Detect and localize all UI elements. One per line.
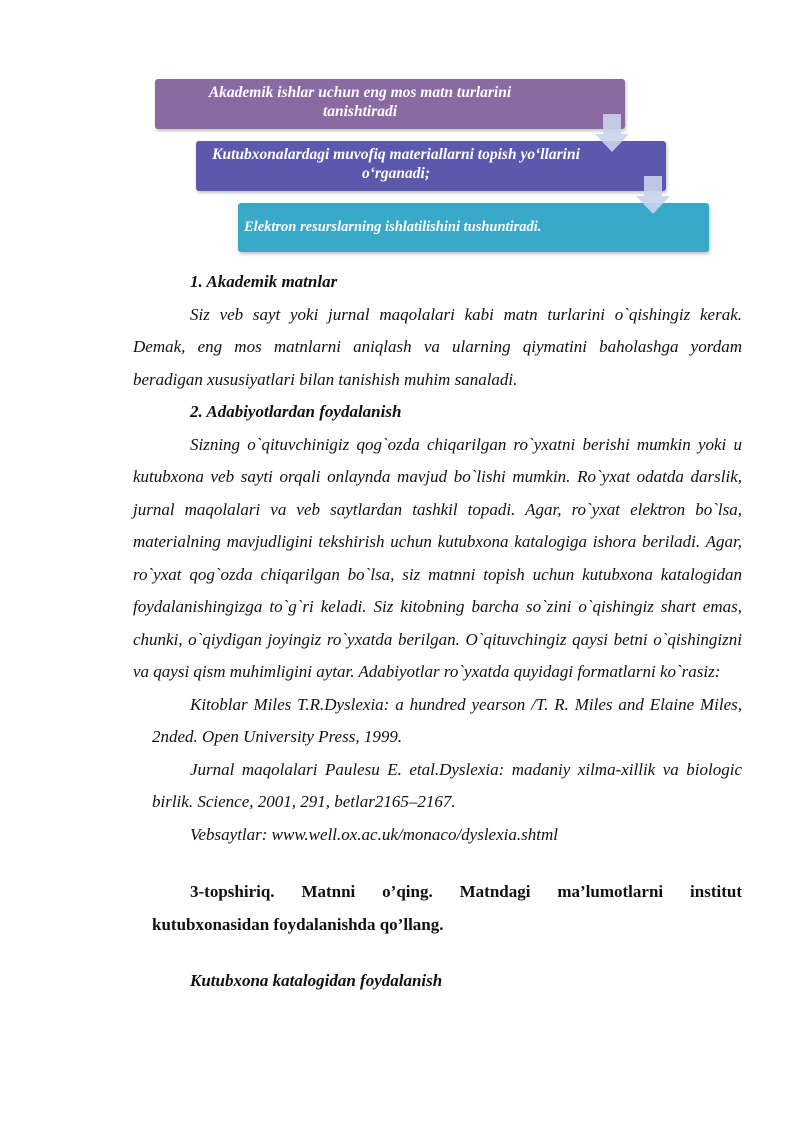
diagram-step-3: Elektron resurslarning ishlatilishini tushuntiradi. — [238, 203, 709, 252]
process-diagram — [0, 0, 800, 270]
down-arrow-icon — [636, 176, 670, 214]
diagram-step-1: Akademik ishlar uchun eng mos matn turlarini tanishtiradi — [155, 79, 625, 129]
reference-journals: Jurnal maqolalari Paulesu E. etal.Dyslexia: madaniy xilma-xillik va biologic birlik. Science, 2001, 291, betlar2165–2167. — [152, 759, 742, 811]
subheading-catalog: Kutubxona katalogidan foydalanish — [190, 971, 443, 990]
diagram-step-2: Kutubxonalardagi muvofiq materiallarni topish yo‘llarini o‘rganadi; — [196, 141, 666, 191]
section-heading-literature: 2. Adabiyotlardan foydalanish — [190, 402, 402, 421]
document-body — [133, 266, 742, 998]
paragraph-academic-texts: Siz veb sayt yoki jurnal maqolalari kabi matn turlarini o`qishingiz kerak. Demak, eng mos matnlarni aniqlash va ularning qiymatini baholashga yordam beradigan xususiyatlari bilan tanishish muhim sanaladi. — [133, 304, 742, 389]
paragraph-literature: Sizning o`qituvchinigiz qog`ozda chiqarilgan ro`yxatni berishi mumkin yoki u kutubxona veb sayti orqali onlaynda mavjud bo`lishi mumkin. Ro`yxat odatda darslik, jurnal maqolalari va veb saytlardan tashkil topadi. Agar, ro`yxat elektron bo`lsa, materialning mavjudligini tekshirish uchun kutubxona katalogiga ishora beriladi. Agar, ro`yxat qog`ozda chiqarilgan bo`lsa, siz matnni topish uchun kutubxona katalogidan foydalanishingizga to`g`ri keladi. Siz kitobning barcha so`zini o`qishingiz shart emas, chunki, o`qiydigan joyingiz ro`yxatda berilgan. O`qituvchingiz qaysi betni o`qishingizni va qaysi qism muhimligini aytar. Adabiyotlar ro`yxatda quyidagi formatlarni ko`rasiz: — [133, 434, 742, 681]
task-instruction: 3-topshiriq. Matnni o’qing. Matndagi ma’lumotlarni institut kutubxonasidan foydalanishda qo’llang. — [152, 882, 742, 934]
reference-websites: Vebsaytlar: www.well.ox.ac.uk/monaco/dyslexia.shtml — [190, 824, 558, 844]
down-arrow-icon — [595, 114, 629, 152]
section-heading-academic-texts: 1. Akademik matnlar — [190, 272, 338, 291]
reference-books: Kitoblar Miles T.R.Dyslexia: a hundred yearson /T. R. Miles and Elaine Miles, 2nded. Open University Press, 1999. — [152, 694, 742, 746]
